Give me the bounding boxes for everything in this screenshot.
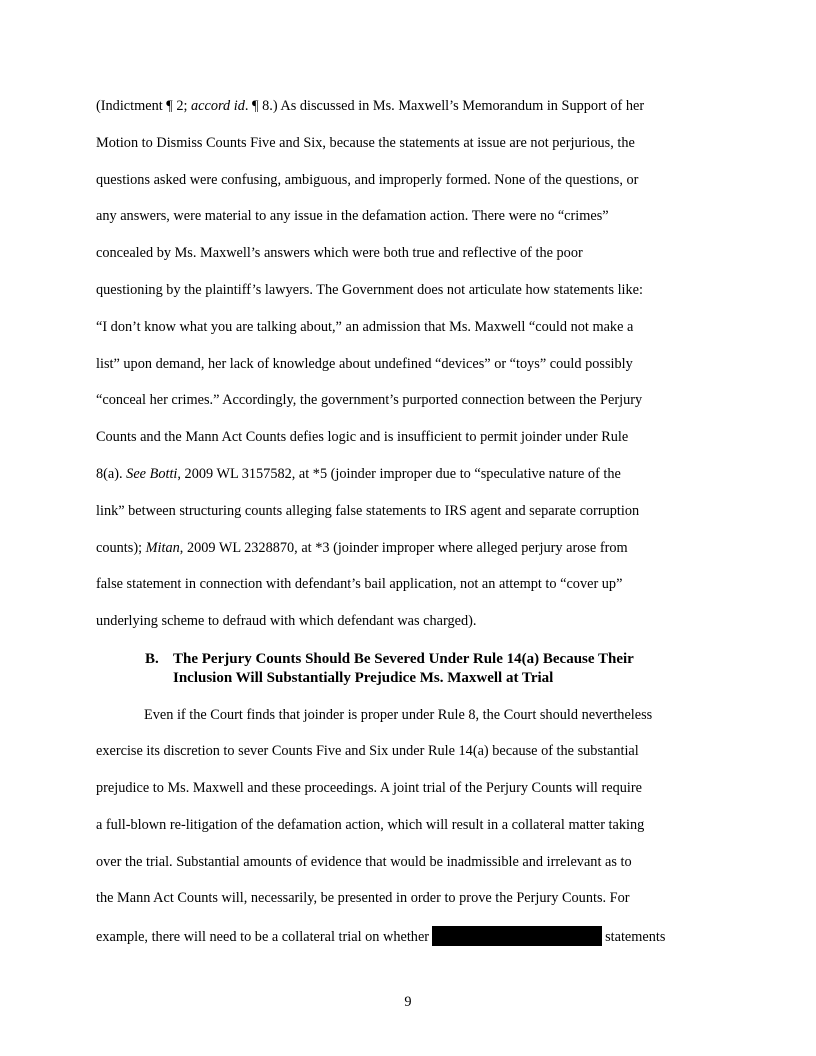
text-line: counts); Mitan, 2009 WL 2328870, at *3 (joinder improper where alleged perjury arose from <box>96 540 628 556</box>
section-heading-line: Inclusion Will Substantially Prejudice Ms. Maxwell at Trial <box>173 670 554 686</box>
citation-italic: Mitan <box>145 540 180 556</box>
section-heading-line: The Perjury Counts Should Be Severed Under Rule 14(a) Because Their <box>173 651 634 667</box>
redaction-block <box>432 926 602 946</box>
citation-italic: accord id <box>191 98 245 114</box>
text-line: underlying scheme to defraud with which defendant was charged). <box>96 613 477 629</box>
text-line: 8(a). See Botti, 2009 WL 3157582, at *5 (joinder improper due to “speculative nature of the <box>96 466 621 482</box>
text-line: the Mann Act Counts will, necessarily, be presented in order to prove the Perjury Counts. For <box>96 890 630 906</box>
citation-italic: See Botti <box>126 466 178 482</box>
text-line: Even if the Court finds that joinder is proper under Rule 8, the Court should nevertheless <box>144 707 653 723</box>
text-line: questioning by the plaintiff’s lawyers. The Government does not articulate how statements like: <box>96 282 643 298</box>
text-line: exercise its discretion to sever Counts Five and Six under Rule 14(a) because of the substantial <box>96 743 639 759</box>
section-heading-label: B. <box>145 651 159 667</box>
text-line: concealed by Ms. Maxwell’s answers which were both true and reflective of the poor <box>96 245 583 261</box>
text-line: “conceal her crimes.” Accordingly, the government’s purported connection between the Perjury <box>96 392 643 408</box>
text-line: Motion to Dismiss Counts Five and Six, because the statements at issue are not perjurious, the <box>96 135 635 151</box>
text-line: example, there will need to be a collateral trial on whether statements <box>96 926 665 946</box>
text-line: questions asked were confusing, ambiguous, and improperly formed. None of the questions, or <box>96 172 639 188</box>
text-line: any answers, were material to any issue in the defamation action. There were no “crimes” <box>96 208 609 224</box>
page-number: 9 <box>404 994 412 1010</box>
text-line: prejudice to Ms. Maxwell and these proceedings. A joint trial of the Perjury Counts will require <box>96 780 642 796</box>
text-line: link” between structuring counts alleging false statements to IRS agent and separate corruption <box>96 503 640 519</box>
text-line: false statement in connection with defendant’s bail application, not an attempt to “cover up” <box>96 576 623 592</box>
text-line: list” upon demand, her lack of knowledge about undefined “devices” or “toys” could possibly <box>96 356 633 372</box>
text-line: (Indictment ¶ 2; accord id. ¶ 8.) As discussed in Ms. Maxwell’s Memorandum in Support of her <box>96 98 645 114</box>
text-line: “I don’t know what you are talking about,” an admission that Ms. Maxwell “could not make a <box>96 319 634 335</box>
text-line: Counts and the Mann Act Counts defies logic and is insufficient to permit joinder under Rule <box>96 429 629 445</box>
text-line: over the trial. Substantial amounts of evidence that would be inadmissible and irrelevant as to <box>96 854 632 870</box>
text-line: a full-blown re-litigation of the defamation action, which will result in a collateral matter taking <box>96 817 645 833</box>
